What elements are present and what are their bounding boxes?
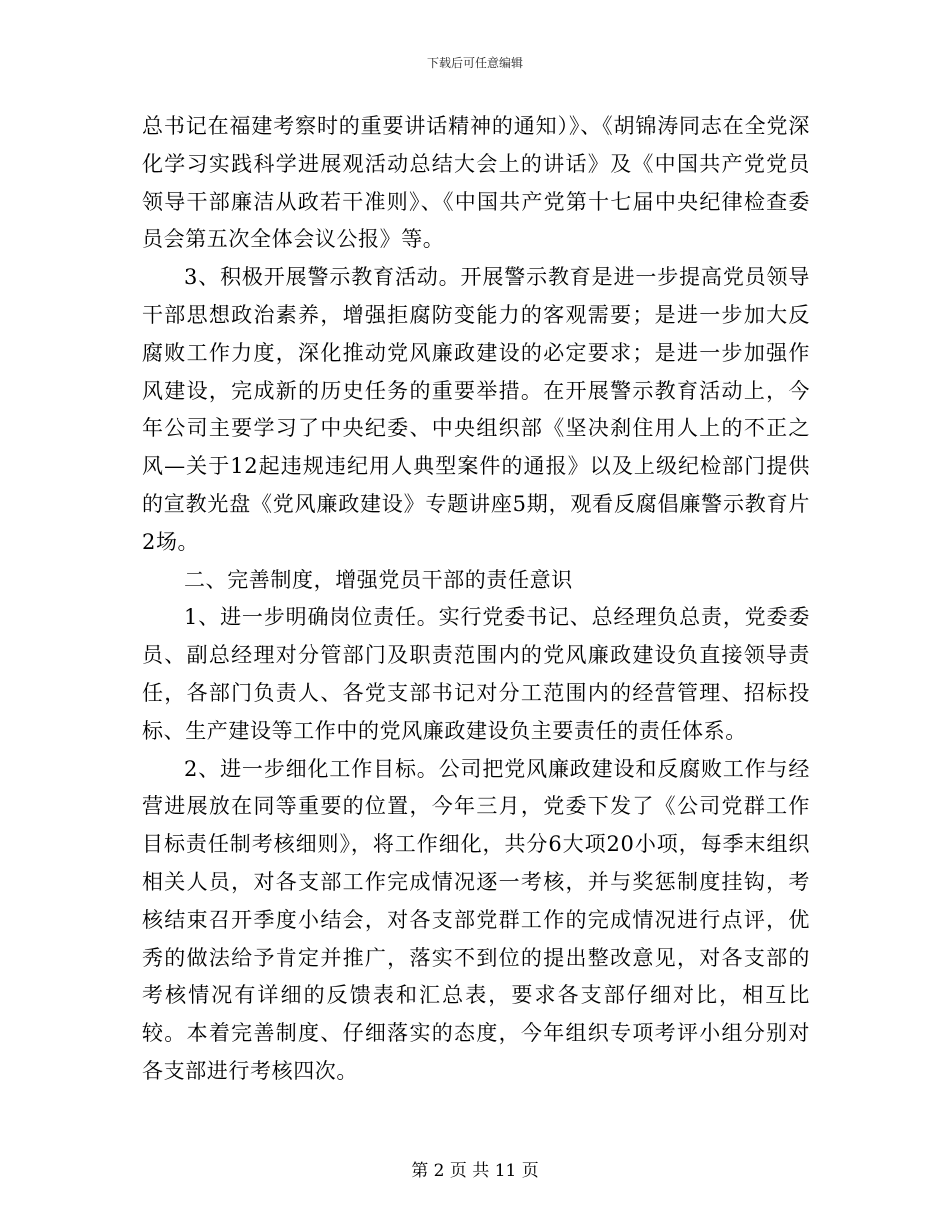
page-number: 第 2 页 共 11 页 <box>411 1161 539 1181</box>
header-note: 下载后可任意编辑 <box>426 56 523 70</box>
paragraph-post-responsibility: 1、进一步明确岗位责任。实行党委书记、总经理负总责，党委委员、副总经理对分管部门及职责范围内的党风廉政建设负直接领导责任，各部门负责人、各党支部书记对分工范围内的经营管理、招标投标、生产建设等工作中的党风廉政建设负主要责任的责任体系。 <box>142 605 810 743</box>
paragraph-warning-education: 3、积极开展警示教育活动。开展警示教育是进一步提高党员领导干部思想政治素养，增强拒腐防变能力的客观需要；是进一步加大反腐败工作力度，深化推动党风廉政建设的必定要求；是进一步加强作风建设，完成新的历史任务的重要举措。在开展警示教育活动上，今年公司主要学习了中央纪委、中央组织部《坚决刹住用人上的不正之风—关于12起违规违纪用人典型案件的通报》以及上级纪检部门提供的宣教光盘《党风廉政建设》专题讲座5期，观看反腐倡廉警示教育片2场。 <box>142 265 810 554</box>
paragraph-continuation: 总书记在福建考察时的重要讲话精神的通知）》、《胡锦涛同志在全党深化学习实践科学进展观活动总结大会上的讲话》及《中国共产党党员领导干部廉洁从政若干准则》、《中国共产党第十七届中央纪律检查委员会第五次全体会议公报》等。 <box>142 114 810 252</box>
document-body <box>142 108 810 1091</box>
section-heading-system-improvement: 二、完善制度，增强党员干部的责任意识 <box>184 567 573 592</box>
paragraph-work-targets: 2、进一步细化工作目标。公司把党风廉政建设和反腐败工作与经营进展放在同等重要的位置，今年三月，党委下发了《公司党群工作目标责任制考核细则》，将工作细化，共分6大项20小项，每季末组织相关人员，对各支部工作完成情况逐一考核，并与奖惩制度挂钩，考核结束召开季度小结会，对各支部党群工作的完成情况进行点评，优秀的做法给予肯定并推广，落实不到位的提出整改意见，对各支部的考核情况有详细的反馈表和汇总表，要求各支部仔细对比，相互比较。本着完善制度、仔细落实的态度，今年组织专项考评小组分别对各支部进行考核四次。 <box>142 756 810 1083</box>
